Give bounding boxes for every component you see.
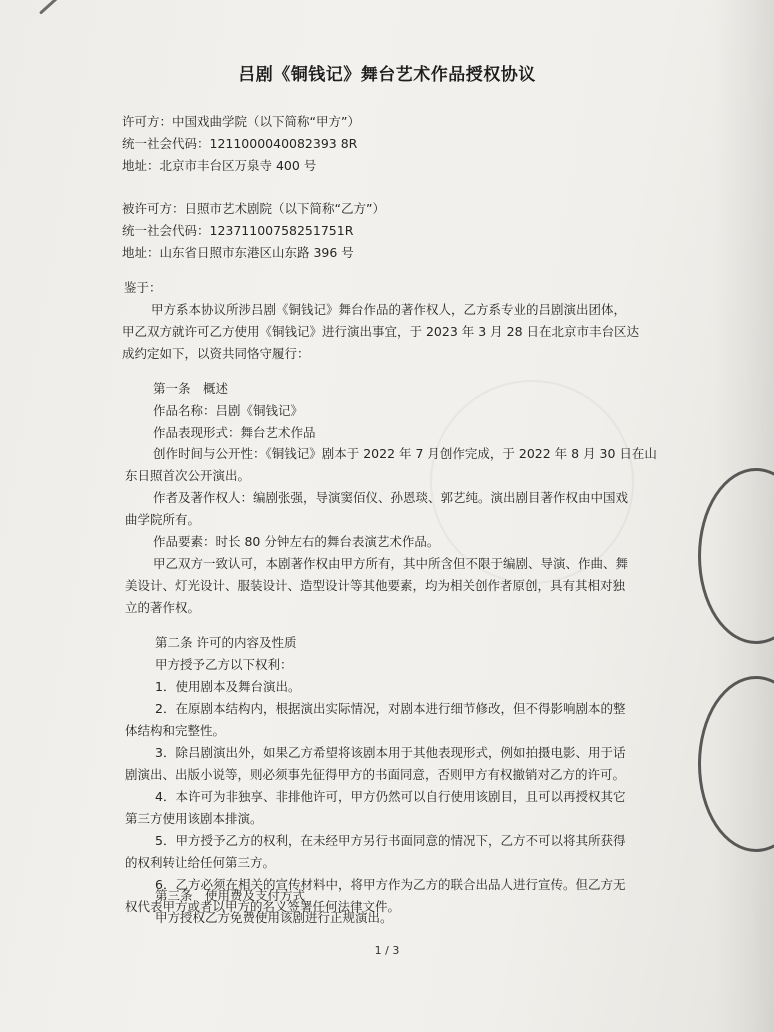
article-2-line: 第三方使用该剧本排演。	[125, 811, 263, 826]
party-b-address: 地址：山东省日照市东港区山东路 396 号	[122, 245, 354, 260]
official-seal-stamp	[698, 468, 774, 644]
article-1-line: 甲乙双方一致认可，本剧著作权由甲方所有，其中所含但不限于编剧、导演、作曲、舞	[153, 556, 629, 571]
page-number: 1 / 3	[374, 944, 400, 957]
preamble-line: 成约定如下，以资共同恪守履行：	[122, 346, 310, 361]
article-2-line: 2．在原剧本结构内，根据演出实际情况，对剧本进行细节修改，但不得影响剧本的整	[155, 701, 626, 716]
party-a-credit-code: 统一社会代码：1211000040082393 8R	[122, 136, 358, 151]
party-b-credit-code: 统一社会代码：12371100758251751R	[122, 223, 354, 238]
article-1-line: 作者及著作权人：编剧张强，导演窦佰仪、孙恩琰、郭艺纯。演出剧目著作权由中国戏	[153, 490, 629, 505]
article-1-line: 美设计、灯光设计、服装设计、造型设计等其他要素，均为相关创作者原创，具有其相对独	[125, 578, 626, 593]
article-2-line: 权代表甲方或者以甲方的名义签署任何法律文件。	[125, 899, 401, 914]
page-fold-mark	[39, 0, 74, 15]
article-1-line: 东日照首次公开演出。	[125, 468, 251, 483]
article-2-line: 3．除吕剧演出外，如果乙方希望将该剧本用于其他表现形式，例如拍摄电影、用于话	[155, 745, 626, 760]
article-1-line: 作品名称：吕剧《铜钱记》	[153, 403, 304, 418]
article-2-line: 的权利转让给任何第三方。	[125, 855, 276, 870]
article-2-line: 甲方授予乙方以下权利：	[155, 657, 293, 672]
article-1-line: 立的著作权。	[125, 600, 201, 615]
article-1-line: 作品表现形式：舞台艺术作品	[153, 425, 316, 440]
party-a-name: 许可方：中国戏曲学院（以下简称“甲方”）	[122, 114, 360, 129]
article-3-heading: 第三条 使用费及支付方式	[155, 888, 306, 903]
article-3-line: 甲方授权乙方免费使用该剧进行正规演出。	[155, 910, 393, 925]
party-a-address: 地址：北京市丰台区万泉寺 400 号	[122, 158, 317, 173]
article-2-line: 4．本许可为非独享、非排他许可，甲方仍然可以自行使用该剧目，且可以再授权其它	[155, 789, 626, 804]
party-b-name: 被许可方：日照市艺术剧院（以下简称“乙方”）	[122, 201, 385, 216]
article-1-line: 曲学院所有。	[125, 512, 201, 527]
document-title: 吕剧《铜钱记》舞台艺术作品授权协议	[238, 65, 536, 85]
article-1-line: 创作时间与公开性：《铜钱记》剧本于 2022 年 7 月创作完成，于 2022 年 8 月 30 日在山	[153, 446, 657, 461]
article-2-line: 5．甲方授予乙方的权利，在未经甲方另行书面同意的情况下，乙方不可以将其所获得	[155, 833, 626, 848]
preamble-line: 甲方系本协议所涉吕剧《铜钱记》舞台作品的著作权人，乙方系专业的吕剧演出团体，	[151, 302, 627, 317]
show-through-seal	[430, 380, 634, 584]
article-2-heading: 第二条 许可的内容及性质	[155, 635, 297, 650]
article-2-line: 剧演出、出版小说等，则必须事先征得甲方的书面同意，否则甲方有权撤销对乙方的许可。	[125, 767, 626, 782]
article-1-heading: 第一条 概述	[153, 381, 229, 396]
article-2-line: 6．乙方必须在相关的宣传材料中，将甲方作为乙方的联合出品人进行宣传。但乙方无	[155, 877, 626, 892]
preamble-line: 甲乙双方就许可乙方使用《铜钱记》进行演出事宜，于 2023 年 3 月 28 日在北京市丰台区达	[122, 324, 640, 339]
official-seal-stamp	[698, 676, 774, 852]
article-2-line: 1．使用剧本及舞台演出。	[155, 679, 301, 694]
article-2-line: 体结构和完整性。	[125, 723, 226, 738]
preamble-label: 鉴于：	[124, 280, 162, 295]
article-1-line: 作品要素：时长 80 分钟左右的舞台表演艺术作品。	[153, 534, 440, 549]
